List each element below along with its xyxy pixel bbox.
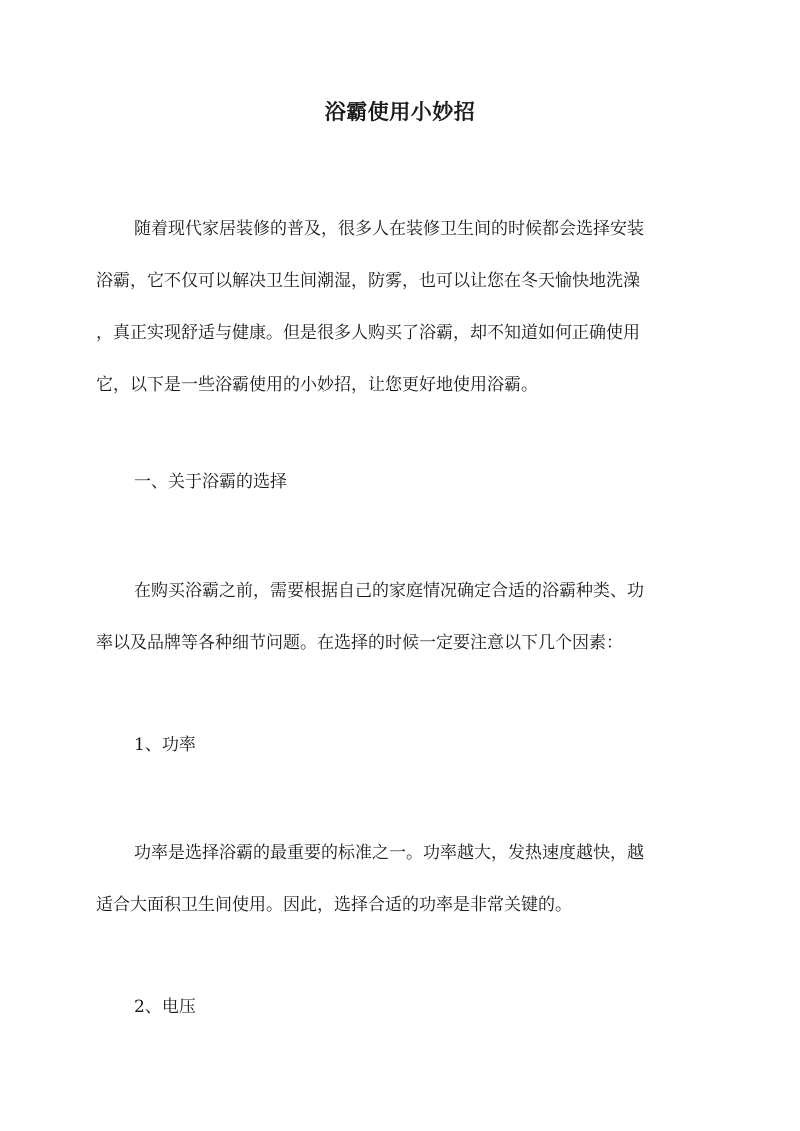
intro-line-1: 随着现代家居装修的普及，很多人在装修卫生间的时候都会选择安装 (134, 219, 644, 239)
power-line-1: 功率是选择浴霸的最重要的标准之一。功率越大，发热速度越快，越 (134, 843, 644, 863)
intro-line-3: ，真正实现舒适与健康。但是很多人购买了浴霸，却不知道如何正确使用 (96, 323, 640, 343)
selection-paragraph (96, 565, 708, 669)
item-heading-power: 1、功率 (134, 735, 196, 755)
intro-paragraph (96, 203, 708, 411)
power-line-2: 适合大面积卫生间使用。因此，选择合适的功率是非常关键的。 (96, 895, 572, 915)
intro-line-4: 它，以下是一些浴霸使用的小妙招，让您更好地使用浴霸。 (96, 375, 538, 395)
intro-line-2: 浴霸，它不仅可以解决卫生间潮湿，防雾，也可以让您在冬天愉快地洗澡 (96, 271, 640, 291)
selection-line-2: 率以及品牌等各种细节问题。在选择的时候一定要注意以下几个因素： (96, 633, 623, 653)
power-paragraph (96, 827, 708, 931)
item-heading-voltage: 2、电压 (134, 997, 196, 1017)
document-title: 浴霸使用小妙招 (324, 99, 476, 124)
section-heading-selection: 一、关于浴霸的选择 (134, 472, 287, 492)
selection-line-1: 在购买浴霸之前，需要根据自己的家庭情况确定合适的浴霸种类、功 (134, 581, 644, 601)
